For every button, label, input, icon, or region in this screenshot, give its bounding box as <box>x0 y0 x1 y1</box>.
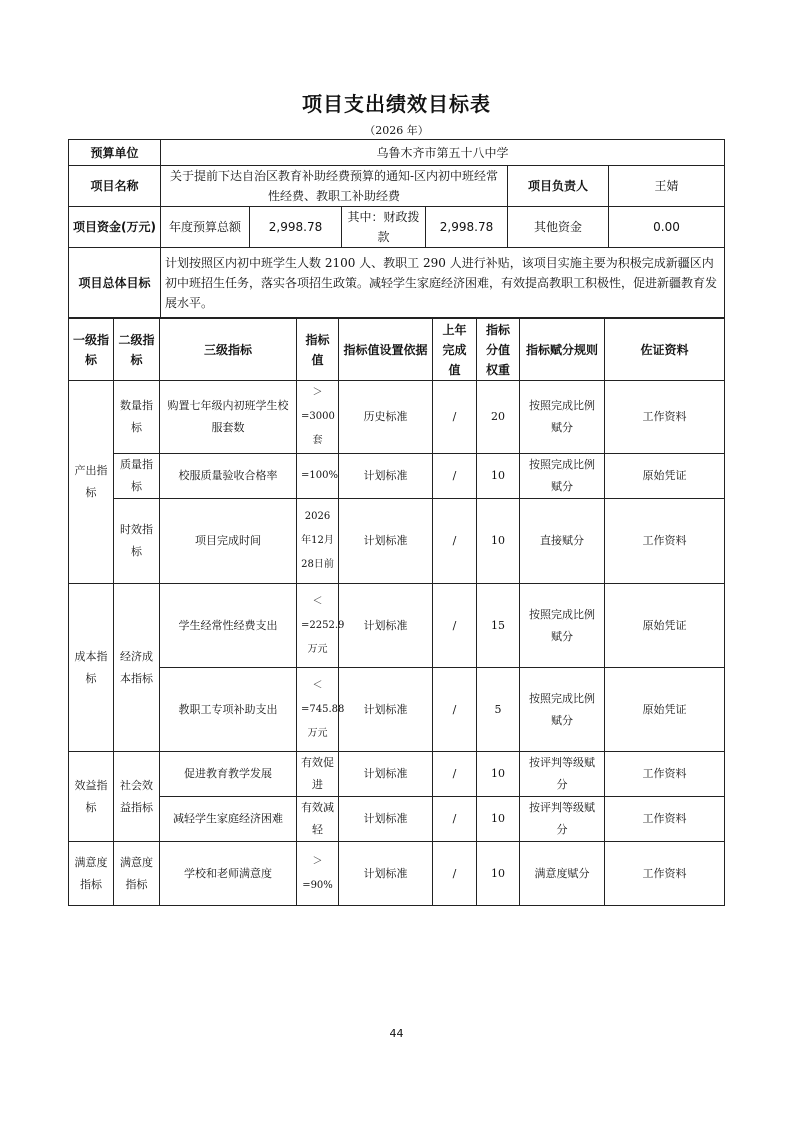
evidence-cell: 工作资料 <box>605 381 725 454</box>
rule-cell: 满意度赋分 <box>520 842 605 906</box>
page-number: 44 <box>389 1027 404 1040</box>
basis-cell: 历史标准 <box>339 381 433 454</box>
rule-cell: 按照完成比例赋分 <box>520 584 605 668</box>
evidence-cell: 工作资料 <box>605 752 725 797</box>
page-title: 项目支出绩效目标表 <box>302 92 491 116</box>
value-cell: ＞=90% <box>297 842 339 906</box>
budget-unit-label: 预算单位 <box>69 140 161 166</box>
value-cell: 2026年12月28日前 <box>297 499 339 584</box>
evidence-cell: 工作资料 <box>605 499 725 584</box>
level3-cell: 减轻学生家庭经济困难 <box>160 797 297 842</box>
weight-cell: 15 <box>477 584 520 668</box>
level3-cell: 教职工专项补助支出 <box>160 668 297 752</box>
value-cell: =100% <box>297 454 339 499</box>
evidence-cell: 原始凭证 <box>605 454 725 499</box>
header-evidence: 佐证资料 <box>605 319 725 381</box>
level2-cell: 数量指标 <box>114 381 160 454</box>
last-year-cell: / <box>433 584 477 668</box>
weight-cell: 10 <box>477 499 520 584</box>
owner-label: 项目负责人 <box>508 166 609 207</box>
level2-cell: 社会效益指标 <box>114 752 160 842</box>
evidence-cell: 原始凭证 <box>605 584 725 668</box>
last-year-cell: / <box>433 752 477 797</box>
weight-cell: 20 <box>477 381 520 454</box>
level2-cell: 质量指标 <box>114 454 160 499</box>
table-row <box>69 752 725 797</box>
level3-cell: 学生经常性经费支出 <box>160 584 297 668</box>
project-name-value: 关于提前下达自治区教育补助经费预算的通知-区内初中班经常性经费、教职工补助经费 <box>161 166 508 207</box>
basis-cell: 计划标准 <box>339 668 433 752</box>
budget-unit-value: 乌鲁木齐市第五十八中学 <box>161 140 725 166</box>
value-cell: ＜=2252.9万元 <box>297 584 339 668</box>
rule-cell: 按照完成比例赋分 <box>520 381 605 454</box>
funds-label: 项目资金(万元) <box>69 207 161 248</box>
goal-text: 计划按照区内初中班学生人数 2100 人、教职工 290 人进行补贴，该项目实施主要为积极完成新疆区内初中班招生任务，落实各项招生政策。减轻学生家庭经济困难，有效提高教职工积极性，促进新疆教育发展水平。 <box>161 248 725 318</box>
rule-cell: 按评判等级赋分 <box>520 752 605 797</box>
goal-label: 项目总体目标 <box>69 248 161 318</box>
level1-satisfaction: 满意度指标 <box>69 842 114 906</box>
level1-output: 产出指标 <box>69 381 114 584</box>
level2-cell: 时效指标 <box>114 499 160 584</box>
value-cell: 有效减轻 <box>297 797 339 842</box>
header-level3: 三级指标 <box>160 319 297 381</box>
basis-cell: 计划标准 <box>339 454 433 499</box>
level2-cell: 满意度指标 <box>114 842 160 906</box>
level3-cell: 购置七年级内初班学生校服套数 <box>160 381 297 454</box>
annual-budget-value: 2,998.78 <box>250 207 342 248</box>
last-year-cell: / <box>433 668 477 752</box>
evidence-cell: 工作资料 <box>605 842 725 906</box>
last-year-cell: / <box>433 797 477 842</box>
weight-cell: 10 <box>477 842 520 906</box>
level3-cell: 项目完成时间 <box>160 499 297 584</box>
table-row <box>69 842 725 906</box>
last-year-cell: / <box>433 381 477 454</box>
last-year-cell: / <box>433 454 477 499</box>
other-funds-label: 其他资金 <box>508 207 609 248</box>
basis-cell: 计划标准 <box>339 499 433 584</box>
basis-cell: 计划标准 <box>339 842 433 906</box>
last-year-cell: / <box>433 499 477 584</box>
header-rule: 指标赋分规则 <box>520 319 605 381</box>
fiscal-value: 2,998.78 <box>426 207 508 248</box>
weight-cell: 10 <box>477 752 520 797</box>
table-row <box>69 454 725 499</box>
rule-cell: 按照完成比例赋分 <box>520 668 605 752</box>
last-year-cell: / <box>433 842 477 906</box>
table-row <box>69 381 725 454</box>
header-basis: 指标值设置依据 <box>339 319 433 381</box>
evidence-cell: 原始凭证 <box>605 668 725 752</box>
year-label: （2026 年） <box>364 124 429 137</box>
owner-value: 王婧 <box>609 166 725 207</box>
evidence-cell: 工作资料 <box>605 797 725 842</box>
rule-cell: 按照完成比例赋分 <box>520 454 605 499</box>
header-level2: 二级指标 <box>114 319 160 381</box>
weight-cell: 10 <box>477 797 520 842</box>
header-weight: 指标分值权重 <box>477 319 520 381</box>
annual-budget-label: 年度预算总额 <box>161 207 250 248</box>
rule-cell: 直接赋分 <box>520 499 605 584</box>
value-cell: 有效促进 <box>297 752 339 797</box>
table-row <box>69 584 725 668</box>
fiscal-label: 其中：财政拨款 <box>342 207 426 248</box>
table-row <box>69 668 725 752</box>
basis-cell: 计划标准 <box>339 752 433 797</box>
project-name-label: 项目名称 <box>69 166 161 207</box>
level1-cost: 成本指标 <box>69 584 114 752</box>
basis-cell: 计划标准 <box>339 797 433 842</box>
level3-cell: 校服质量验收合格率 <box>160 454 297 499</box>
rule-cell: 按评判等级赋分 <box>520 797 605 842</box>
value-cell: ＞=3000套 <box>297 381 339 454</box>
header-last-year: 上年完成值 <box>433 319 477 381</box>
other-funds-value: 0.00 <box>609 207 725 248</box>
value-cell: ＜=745.88万元 <box>297 668 339 752</box>
table-row <box>69 499 725 584</box>
indicators-table <box>68 318 725 906</box>
level3-cell: 促进教育教学发展 <box>160 752 297 797</box>
weight-cell: 10 <box>477 454 520 499</box>
header-level1: 一级指标 <box>69 319 114 381</box>
level3-cell: 学校和老师满意度 <box>160 842 297 906</box>
level2-cell: 经济成本指标 <box>114 584 160 752</box>
weight-cell: 5 <box>477 668 520 752</box>
basis-cell: 计划标准 <box>339 584 433 668</box>
header-value: 指标值 <box>297 319 339 381</box>
level1-benefit: 效益指标 <box>69 752 114 842</box>
project-info-table <box>68 139 725 318</box>
table-row <box>69 797 725 842</box>
